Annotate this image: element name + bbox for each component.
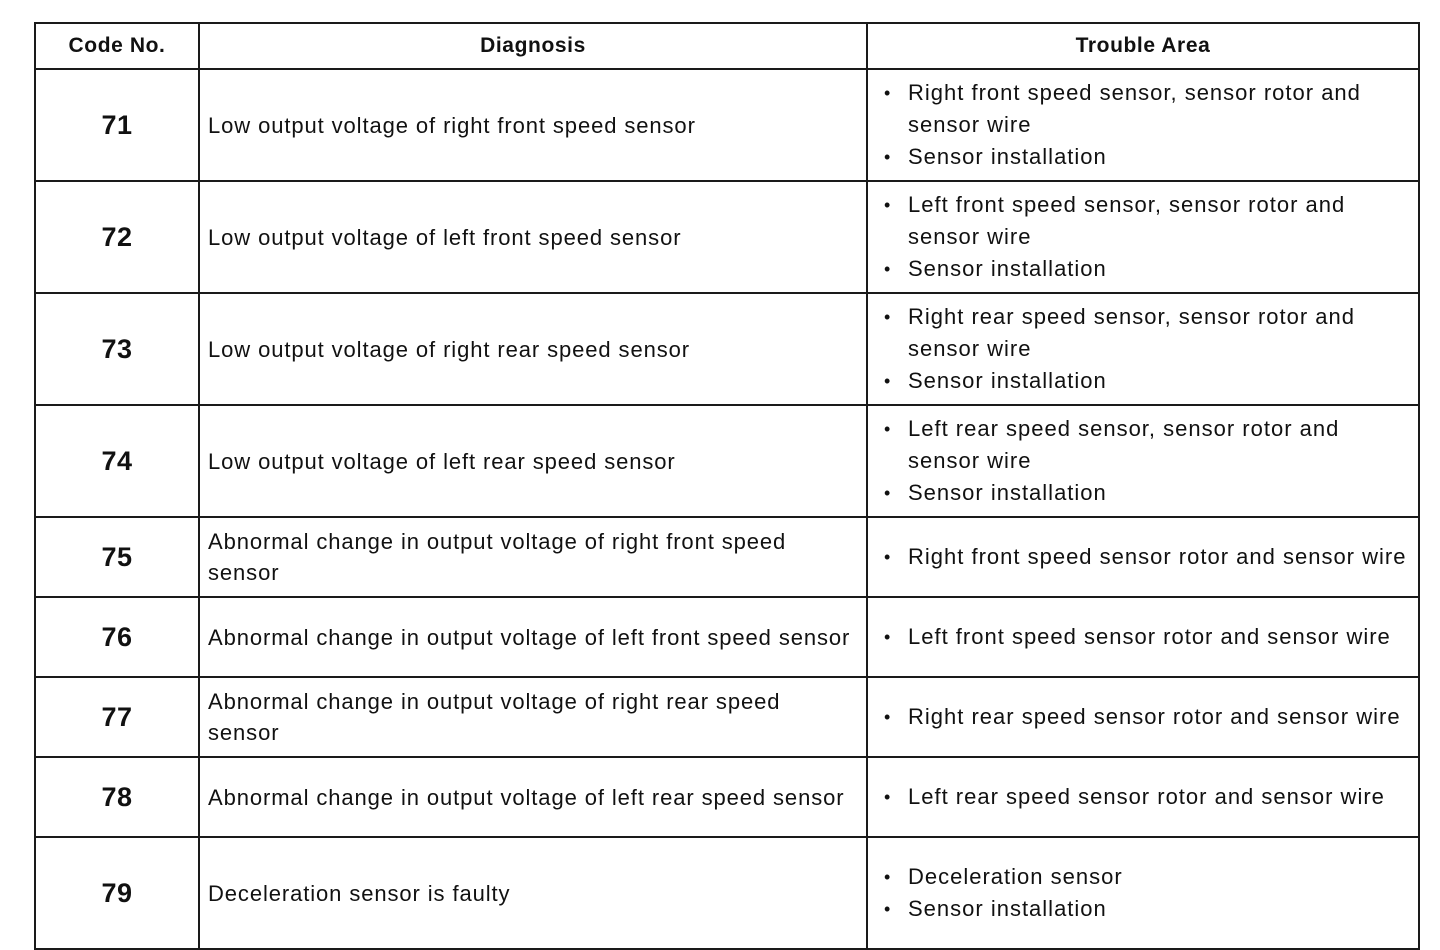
trouble-area-cell [867,293,1419,405]
trouble-area-cell [867,597,1419,677]
table-body [35,69,1419,949]
trouble-area-text: Sensor installation [908,368,1107,393]
trouble-area-cell [867,181,1419,293]
trouble-area-cell [867,405,1419,517]
trouble-area-text: Right rear speed sensor, sensor rotor and sensor wire [908,304,1356,361]
table-row [35,69,1419,181]
trouble-area-cell [867,757,1419,837]
trouble-area-item [876,781,1410,813]
trouble-area-list [876,541,1410,573]
code-number-cell: 71 [35,69,199,181]
code-number-cell: 76 [35,597,199,677]
bullet-icon: • [884,259,892,279]
trouble-area-list [876,701,1410,733]
trouble-area-text: Right front speed sensor, sensor rotor and sensor wire [908,80,1361,137]
bullet-icon: • [884,547,892,567]
bullet-icon: • [884,867,892,887]
trouble-area-cell [867,69,1419,181]
trouble-area-item [876,861,1410,893]
bullet-icon: • [884,419,892,439]
trouble-area-cell [867,677,1419,757]
table-row [35,405,1419,517]
trouble-area-item [876,477,1410,509]
bullet-icon: • [884,307,892,327]
bullet-icon: • [884,627,892,647]
bullet-icon: • [884,483,892,503]
trouble-area-list [876,301,1410,397]
trouble-area-item [876,365,1410,397]
table-row [35,757,1419,837]
diagnosis-cell: Abnormal change in output voltage of left front speed sensor [199,597,867,677]
table-row [35,517,1419,597]
table-row [35,837,1419,949]
trouble-area-cell [867,837,1419,949]
trouble-area-text: Right front speed sensor rotor and sensor wire [908,544,1407,569]
diagnostic-code-table-container [34,22,1418,950]
bullet-icon: • [884,899,892,919]
diagnosis-cell: Abnormal change in output voltage of right front speed sensor [199,517,867,597]
trouble-area-item [876,893,1410,925]
trouble-area-item [876,189,1410,253]
trouble-area-text: Sensor installation [908,480,1107,505]
trouble-area-text: Right rear speed sensor rotor and sensor wire [908,704,1401,729]
trouble-area-item [876,413,1410,477]
trouble-area-text: Sensor installation [908,896,1107,921]
bullet-icon: • [884,195,892,215]
bullet-icon: • [884,371,892,391]
trouble-area-text: Sensor installation [908,144,1107,169]
trouble-area-item [876,301,1410,365]
trouble-area-text: Sensor installation [908,256,1107,281]
trouble-area-text: Deceleration sensor [908,864,1123,889]
code-number-cell: 72 [35,181,199,293]
diagnosis-cell: Abnormal change in output voltage of right rear speed sensor [199,677,867,757]
diagnosis-cell: Abnormal change in output voltage of left rear speed sensor [199,757,867,837]
bullet-icon: • [884,787,892,807]
code-number-cell: 78 [35,757,199,837]
trouble-area-item [876,141,1410,173]
table-row [35,293,1419,405]
trouble-area-item [876,701,1410,733]
trouble-area-cell [867,517,1419,597]
trouble-area-text: Left rear speed sensor rotor and sensor wire [908,784,1385,809]
trouble-area-text: Left rear speed sensor, sensor rotor and sensor wire [908,416,1340,473]
trouble-area-list [876,413,1410,509]
trouble-area-item [876,541,1410,573]
trouble-area-list [876,861,1410,925]
table-row [35,597,1419,677]
trouble-area-item [876,253,1410,285]
table-header-row [35,23,1419,69]
diagnosis-cell: Low output voltage of left front speed sensor [199,181,867,293]
trouble-area-list [876,189,1410,285]
trouble-area-text: Left front speed sensor rotor and sensor wire [908,624,1391,649]
table-row [35,677,1419,757]
trouble-area-text: Left front speed sensor, sensor rotor and sensor wire [908,192,1346,249]
trouble-area-list [876,77,1410,173]
diagnosis-cell: Low output voltage of right rear speed sensor [199,293,867,405]
header-code-no: Code No. [35,23,199,69]
table-row [35,181,1419,293]
diagnosis-cell: Low output voltage of left rear speed sensor [199,405,867,517]
header-trouble-area: Trouble Area [867,23,1419,69]
trouble-area-list [876,781,1410,813]
bullet-icon: • [884,147,892,167]
trouble-area-list [876,621,1410,653]
bullet-icon: • [884,83,892,103]
code-number-cell: 74 [35,405,199,517]
diagnosis-cell: Low output voltage of right front speed sensor [199,69,867,181]
trouble-area-item [876,621,1410,653]
code-number-cell: 75 [35,517,199,597]
code-number-cell: 79 [35,837,199,949]
diagnosis-cell: Deceleration sensor is faulty [199,837,867,949]
bullet-icon: • [884,707,892,727]
header-diagnosis: Diagnosis [199,23,867,69]
trouble-area-item [876,77,1410,141]
diagnostic-code-table [34,22,1420,950]
code-number-cell: 73 [35,293,199,405]
code-number-cell: 77 [35,677,199,757]
